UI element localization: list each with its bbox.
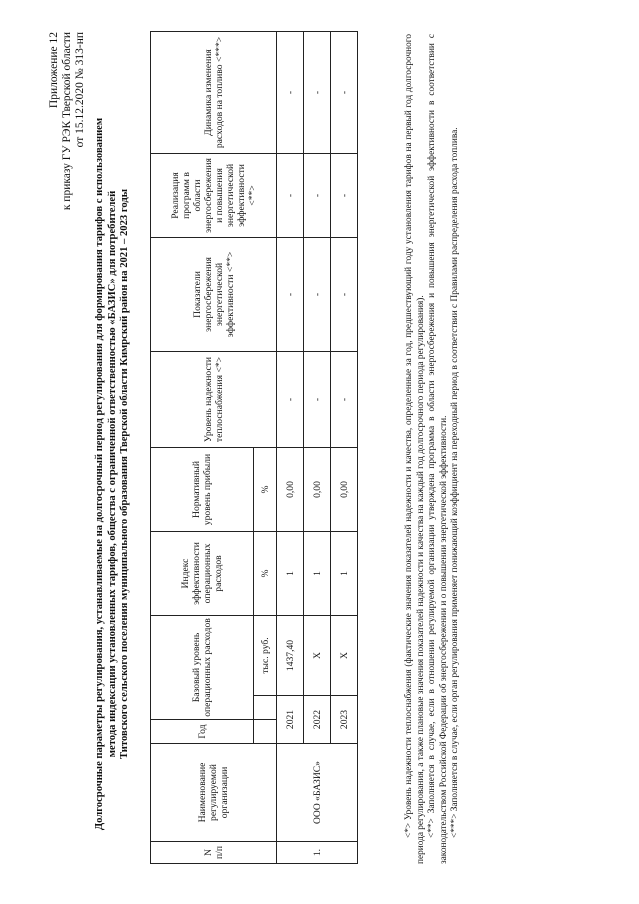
appendix-line-2: к приказу ГУ РЭК Тверской области xyxy=(61,32,73,211)
cell-programs: - xyxy=(331,154,358,238)
cell-energy: - xyxy=(331,238,358,352)
title-line-2: метода индексации установленных тарифов, общества с ограниченной ответственностью «БАЗИС» для потребителей xyxy=(106,190,118,758)
cell-base: Х xyxy=(331,616,358,696)
footnotes xyxy=(404,34,462,864)
footnote-fuel: <***> Заполняется в случае, если орган регулирования применяет понижающий коэффициент на переходный период в соответствии с Правилами распределения расхода топлива. xyxy=(450,127,461,838)
parameters-table xyxy=(150,31,358,864)
cell-programs: - xyxy=(304,154,331,238)
units-empty-cell xyxy=(254,696,277,720)
header-efficiency-index: Индекс эффективности операционных расходов xyxy=(151,532,254,616)
header-energy-indicators: Показатели энергосбережения энергетической эффективности <**> xyxy=(151,238,277,352)
units-index: % xyxy=(254,532,277,616)
cell-dynamics: - xyxy=(331,32,358,154)
appendix-line-3: от 15.12.2020 № 313-нп xyxy=(74,32,86,148)
footnote-reliability: <*> Уровень надежности теплоснабжения (фактические значения показателей надежности и качества, определенные за год, предшествующий году установления тарифов на первый год долгосрочного периода регулирования, а также плановые значения показателей надежности и качества на каждый год долгосрочного периода регулирования). xyxy=(404,34,426,864)
table-row xyxy=(277,32,304,864)
row-number: 1. xyxy=(277,842,358,864)
header-profit-level: Нормативный уровень прибыли xyxy=(151,448,254,532)
cell-year: 2021 xyxy=(277,696,304,744)
cell-base: Х xyxy=(304,616,331,696)
organization-name: ООО «БАЗИС» xyxy=(277,744,358,842)
cell-base: 1437,40 xyxy=(277,616,304,696)
header-number: N п/п xyxy=(151,842,277,864)
cell-profit: 0,00 xyxy=(331,448,358,532)
header-year: Год xyxy=(151,720,254,744)
header-reliability: Уровень надежности теплоснабжения <*> xyxy=(151,352,277,448)
cell-index: 1 xyxy=(331,532,358,616)
cell-energy: - xyxy=(304,238,331,352)
cell-year: 2023 xyxy=(331,696,358,744)
cell-year: 2022 xyxy=(304,696,331,744)
cell-index: 1 xyxy=(277,532,304,616)
cell-reliability: - xyxy=(304,352,331,448)
table-row xyxy=(331,32,358,864)
cell-energy: - xyxy=(277,238,304,352)
cell-profit: 0,00 xyxy=(277,448,304,532)
appendix-header xyxy=(48,32,87,904)
document-title xyxy=(94,74,132,874)
cell-programs: - xyxy=(277,154,304,238)
units-year-empty xyxy=(254,720,277,744)
cell-reliability: - xyxy=(277,352,304,448)
cell-profit: 0,00 xyxy=(304,448,331,532)
table-row xyxy=(304,32,331,864)
header-base-level: Базовый уровень операционных расходов xyxy=(151,616,254,720)
cell-reliability: - xyxy=(331,352,358,448)
title-line-3: Титовского сельского поселения муниципального образования Тверской области Кимрский район на 2021 – 2023 годы xyxy=(119,189,131,760)
cell-index: 1 xyxy=(304,532,331,616)
units-profit: % xyxy=(254,448,277,532)
header-fuel-dynamics: Динамика изменения расходов на топливо <***> xyxy=(151,32,277,154)
cell-dynamics: - xyxy=(304,32,331,154)
title-line-1: Долгосрочные параметры регулирования, устанавливаемые на долгосрочный период регулирования для формирования тарифов с использованием xyxy=(94,117,105,831)
appendix-line-1: Приложение 12 xyxy=(48,32,60,109)
footnote-energy: <**> Заполняется в случае, если в отношении регулируемой организации утверждена программа в области энергосбережения и повышения энергетической эффективности в соответствии с законодательством Российской Федерации об энергосбережении и о повышении энергетической эффективности. xyxy=(427,34,449,864)
header-programs: Реализация программ в области энергосбережения и повышения энергетической эффективности <**> xyxy=(151,154,277,238)
header-organization: Наименование регулируемой организации xyxy=(151,744,277,842)
units-base: тыс. руб. xyxy=(254,616,277,696)
cell-dynamics: - xyxy=(277,32,304,154)
